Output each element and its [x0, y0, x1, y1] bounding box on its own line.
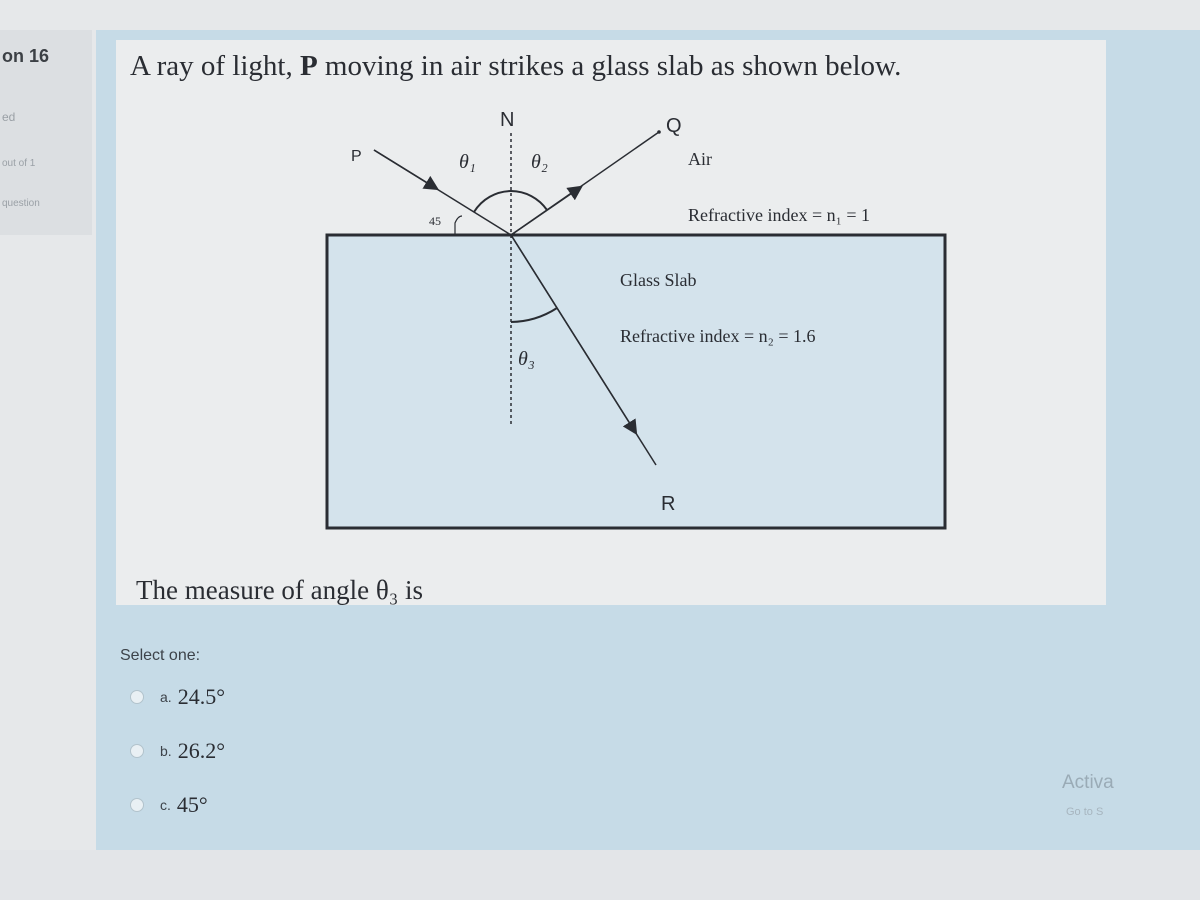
point-q	[657, 130, 661, 134]
label-45-degree: 45	[429, 214, 441, 228]
select-one-label: Select one:	[120, 647, 201, 664]
title-part-2: moving in air strikes a glass slab as shown below.	[317, 50, 902, 82]
radio-option-a[interactable]	[130, 690, 144, 704]
title-part-1: A ray of light,	[130, 50, 300, 82]
question-number: on 16	[2, 46, 50, 66]
angle-45-arc	[455, 216, 462, 235]
label-q: Q	[666, 115, 682, 137]
incident-ray-arrow	[374, 150, 434, 187]
option-letter: a.	[160, 689, 172, 705]
air-label: Air	[688, 149, 712, 169]
refraction-diagram	[116, 40, 1106, 570]
label-theta2: θ₂	[531, 151, 548, 173]
answer-option-a[interactable]	[130, 682, 225, 712]
radio-option-b[interactable]	[130, 744, 144, 758]
label-n: N	[500, 109, 515, 131]
reflected-ray-arrow	[511, 189, 578, 235]
question-status: ed	[2, 110, 16, 124]
label-theta3: θ₃	[518, 348, 535, 370]
question-text-box	[116, 40, 1106, 605]
answer-option-b[interactable]	[130, 736, 225, 766]
theta1-arc	[474, 191, 511, 212]
question-prompt: The measure of angle θ₃ is	[136, 575, 423, 605]
label-theta1: θ₁	[459, 151, 476, 173]
label-p: P	[351, 148, 362, 165]
option-letter: b.	[160, 743, 172, 759]
option-value: 24.5°	[177, 684, 225, 709]
title-bold-p: P	[299, 50, 318, 82]
air-refractive-index: Refractive index = n₁ = 1	[688, 205, 871, 225]
bottom-bar	[0, 850, 1200, 900]
flag-question-link[interactable]: question	[2, 198, 40, 209]
glass-slab-label: Glass Slab	[620, 270, 697, 290]
question-content	[96, 30, 1200, 850]
option-letter: c.	[160, 797, 171, 813]
activation-watermark: Activa	[1062, 772, 1114, 793]
answer-option-c[interactable]	[130, 790, 208, 820]
label-r: R	[661, 493, 676, 515]
activation-watermark-subtext: Go to S	[1066, 806, 1104, 818]
radio-option-c[interactable]	[130, 798, 144, 812]
option-value: 45°	[176, 792, 208, 817]
question-marks: out of 1	[2, 158, 36, 169]
glass-refractive-index: Refractive index = n₂ = 1.6	[620, 326, 816, 346]
theta2-arc	[511, 191, 547, 210]
question-info-panel	[0, 30, 92, 235]
option-value: 26.2°	[177, 738, 225, 763]
